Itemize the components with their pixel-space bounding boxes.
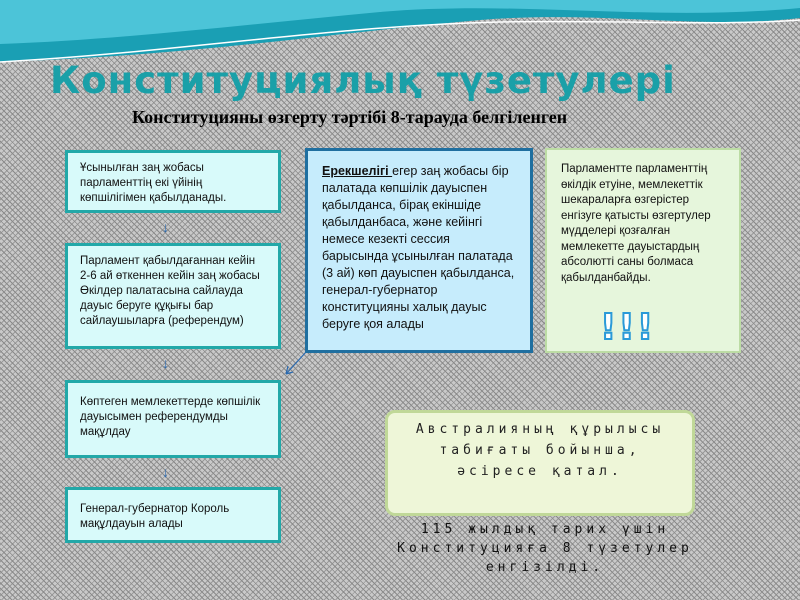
step-box-4: Генерал-губернатор Король мақұлдауын алады <box>65 487 281 543</box>
slide-title: Конституциялық түзетулері <box>50 59 676 102</box>
arrow-down-icon: ↓ <box>162 219 169 235</box>
slide-subtitle: Конституцияны өзгерту тәртібі 8-тарауда белгіленген <box>132 107 568 127</box>
scroll-banner: Австралияның құрылысы табиғаты бойынша, әсіресе қатал. <box>385 410 695 516</box>
step-box-1: Ұсынылған заң жобасы парламенттің екі үйінің көпшілігімен қабылданады. <box>65 150 281 213</box>
feature-text: егер заң жобасы бір палатада көпшілік дауыспен қабылданса, бірақ екіншіде қабылданбаса, және кейінгі немесе кезекті сессия барысында ұсынылған палатада (3 ай) көп дауыспен қабылданса, генерал-губернатор конституцияны халық дауыс беруге қоя алады <box>322 164 515 331</box>
step-box-3: Көптеген мемлекеттерде көпшілік дауысымен референдумды мақұлдау <box>65 380 281 458</box>
arrow-down-icon: ↓ <box>162 464 169 480</box>
feature-box <box>305 148 533 353</box>
note-box: Парламентте парламенттің өкілдік етуіне, мемлекеттік шекараларға өзгерістер енгізуге қатысты өзгертулер мүдделері қозғалған мемлекетте дауыстардың абсолютті саны болмаса қабылданбайды. <box>545 148 741 353</box>
overflow-text: 115 жылдық тарих үшін Конституцияға 8 түзетулер енгізілді. <box>397 522 693 575</box>
arrow-down-icon: ↓ <box>162 355 169 371</box>
exclamation-icon: !!! <box>600 307 656 348</box>
step-box-2: Парламент қабылдағаннан кейін 2-6 ай өткеннен кейін заң жобасы Өкілдер палатасына сайлауда дауыс беруге құқығы бар сайлаушыларға (референдум) <box>65 243 281 349</box>
arrow-diagonal-icon <box>280 350 310 380</box>
feature-label: Ерекшелігі <box>322 164 393 178</box>
